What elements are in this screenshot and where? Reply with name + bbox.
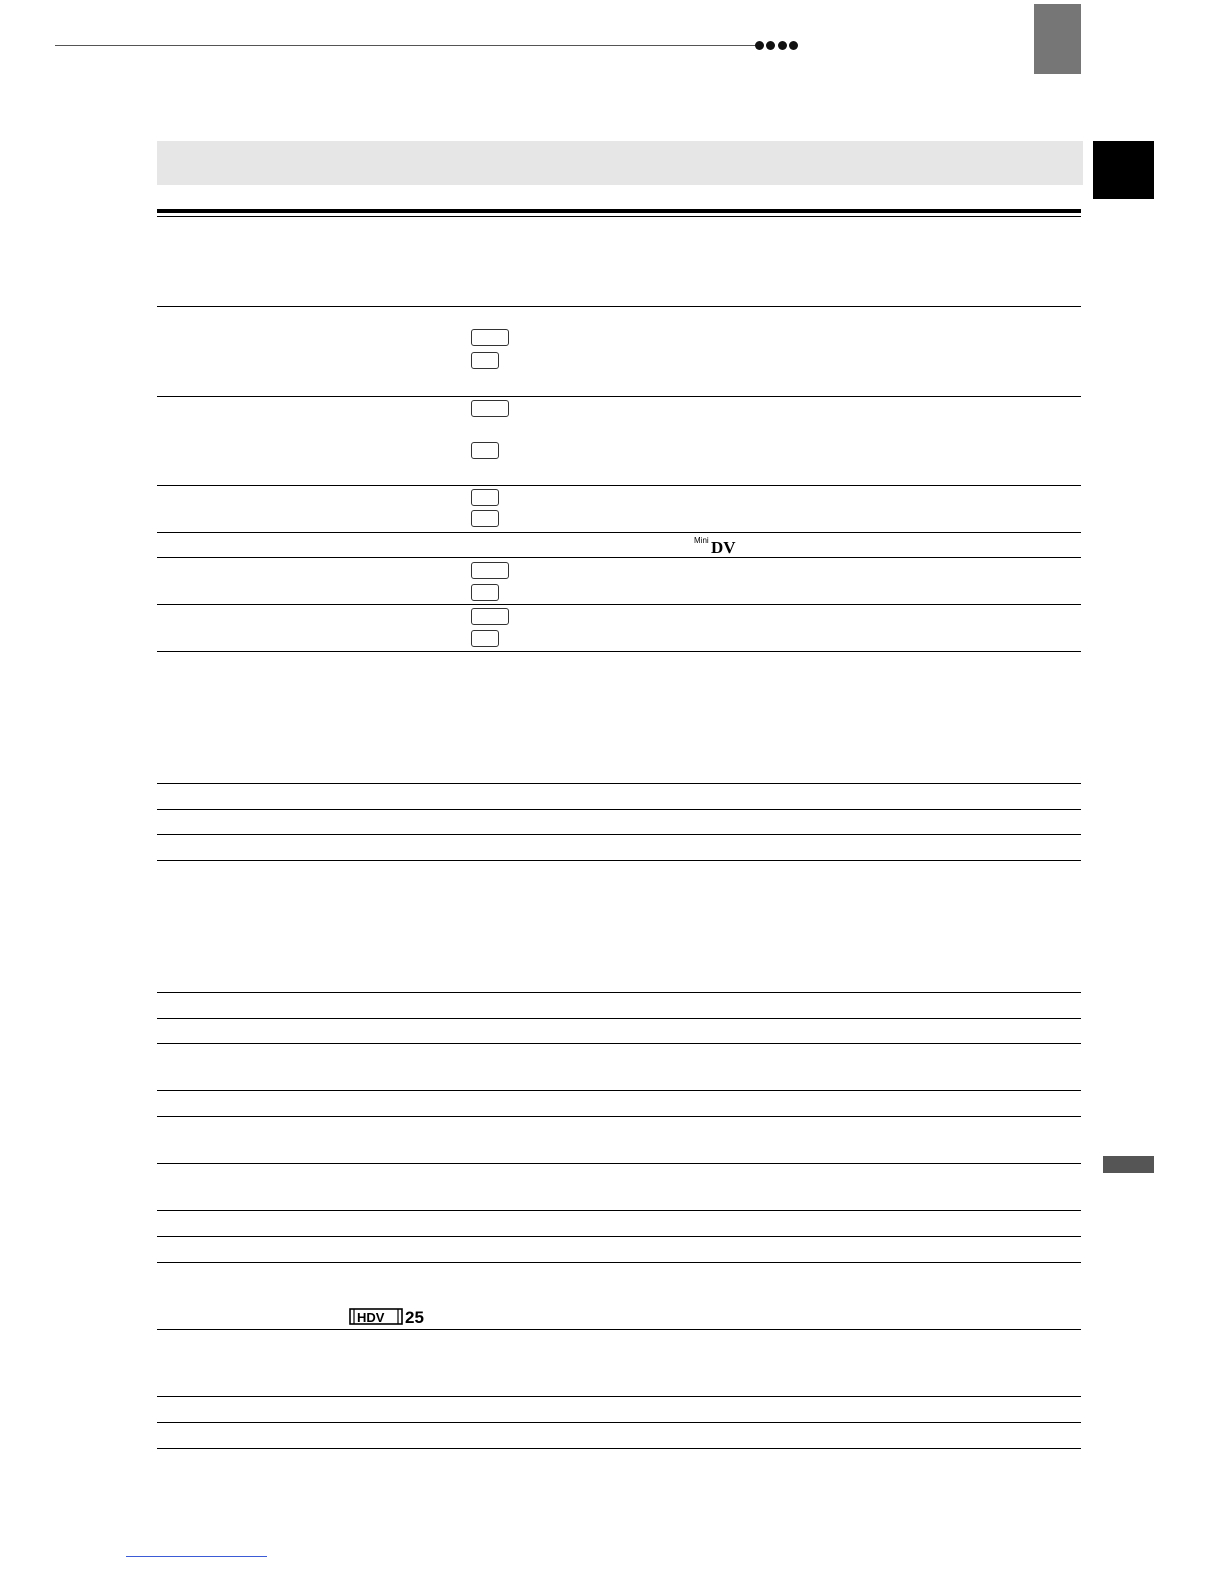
table-row-divider: [157, 1210, 1081, 1211]
table-row-divider: [157, 604, 1081, 605]
table-row-divider: [157, 557, 1081, 558]
chapter-tab: [1034, 4, 1081, 74]
hdv-logo-mark: HDV: [357, 1310, 385, 1325]
table-row-divider: [157, 532, 1081, 533]
language-tab: [1093, 141, 1154, 199]
table-row-divider: [157, 809, 1081, 810]
section-marker-tab: [1103, 1156, 1154, 1173]
mode-key-box: [471, 442, 499, 459]
header-dot: [778, 41, 787, 50]
table-row-divider: [157, 651, 1081, 652]
table-row-divider: [157, 1236, 1081, 1237]
mode-key-box: [471, 489, 499, 506]
table-row-divider: [157, 1163, 1081, 1164]
header-dot: [755, 41, 764, 50]
mode-key-box: [471, 400, 509, 417]
table-row-divider: [157, 485, 1081, 486]
table-row-divider: [157, 306, 1081, 307]
table-row-divider: [157, 1396, 1081, 1397]
table-row-divider: [157, 1090, 1081, 1091]
hdv-logo-suffix: 25: [405, 1308, 424, 1327]
mode-key-box: [471, 329, 509, 346]
mode-key-box: [471, 562, 509, 579]
mode-key-box: [471, 584, 499, 601]
table-top-thick-rule: [157, 209, 1081, 213]
footer-link-underline[interactable]: [126, 1556, 267, 1557]
table-row-divider: [157, 1329, 1081, 1330]
table-row-divider: [157, 860, 1081, 861]
mode-key-box: [471, 352, 499, 369]
table-row-divider: [157, 1422, 1081, 1423]
table-row-divider: [157, 1448, 1081, 1449]
table-row-divider: [157, 783, 1081, 784]
section-header-band: [157, 141, 1083, 185]
minidv-logo-mark: DV: [711, 538, 736, 555]
table-top-thin-rule: [157, 216, 1081, 217]
hdv-logo: [348, 1307, 438, 1327]
header-rule: [55, 45, 758, 46]
minidv-logo-prefix: Mini: [694, 536, 709, 545]
header-dot: [766, 41, 775, 50]
mode-key-box: [471, 510, 499, 527]
table-row-divider: [157, 1043, 1081, 1044]
minidv-logo: [694, 535, 754, 555]
table-row-divider: [157, 1262, 1081, 1263]
table-row-divider: [157, 992, 1081, 993]
table-row-divider: [157, 1116, 1081, 1117]
table-row-divider: [157, 396, 1081, 397]
table-row-divider: [157, 1018, 1081, 1019]
mode-key-box: [471, 630, 499, 647]
mode-key-box: [471, 608, 509, 625]
header-dot: [789, 41, 798, 50]
table-row-divider: [157, 834, 1081, 835]
